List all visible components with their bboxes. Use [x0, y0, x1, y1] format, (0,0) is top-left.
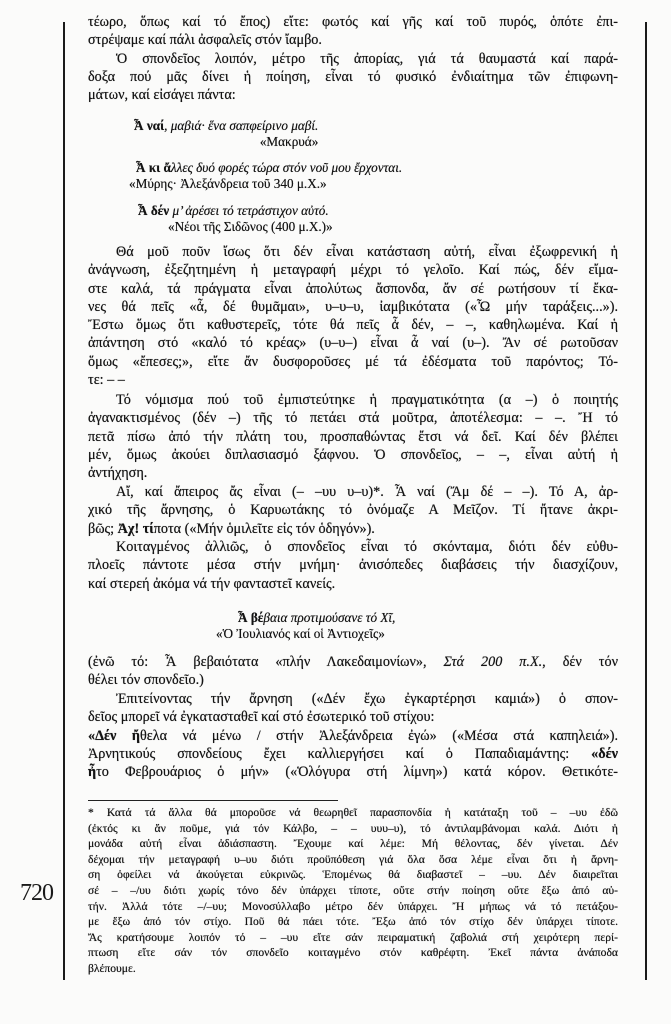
text-line	[216, 610, 395, 626]
text-line: νες θά πεῖς «ἆ, δέ θυμᾶμαι», υ–υ–υ, ἰαμβικότατα («Ὦ μήν ταράξεις...»).	[88, 298, 618, 315]
italic-text: , μαβιά· ἕνα σαπφείρινο μαβί.	[164, 118, 319, 133]
text-line: δεῖος μπορεῖ νά ἐγκατασταθεῖ καί στό ἐσωτερικό τοῦ στίχου:	[88, 709, 435, 726]
paragraph-tha-mou-poun	[88, 243, 618, 389]
bold-text: «δέν	[591, 745, 618, 762]
text-segment: ποτα («Μήν ὁμιλεῖτε εἰς τόν ὁδηγόν»).	[153, 520, 375, 537]
paragraph-eno-to	[88, 653, 618, 690]
quote-neoi-sidonos	[138, 203, 333, 235]
footnote-separator	[88, 800, 338, 801]
text-line: ἀπάντηση στό «καλό τό κρέας» (υ–υ–) εἶναι ἆ ναί (υ–). Ἄν σέ ρωτοῦσαν	[88, 335, 618, 352]
text-line: Τό νόμισμα πού τοῦ ἐμπιστεύτηκε ἡ πραγματικότητα (α –) ὁ ποιητής	[116, 392, 618, 408]
text-line: (ἐκτός κι ἄν ποῦμε, γιά τόν Κάλβο, – – υυυ–υ), τό ἀντιλαμβάνομαι καλά. Διότι ἡ	[88, 821, 618, 835]
text-line: πτωση εἴτε σάν τόν σπονδεῖο κοιταγμένο στόν καθρέφτη. Ἐκεῖ πάντα ἀνάποδα	[88, 946, 618, 960]
bold-text: Ἀχ! τί	[117, 520, 154, 537]
text-line: «Ὁ Ἰουλιανός καί οἱ Ἀντιοχεῖς»	[216, 626, 385, 641]
quote-makrya	[134, 118, 318, 150]
text-line: ἀνάγνωση, ἐξεζητημένη ἡ μεταγραφή μέχρι τό γελοῖο. Καί πώς, δέν εἴμα-	[88, 262, 618, 279]
paragraph-koitagmenos	[88, 538, 618, 593]
text-segment: θελα νά μένω / στήν Ἀλεξάνδρεια ἐγώ» («Μέσα στά καπηλειά»).	[139, 727, 619, 744]
text-line: «Μύρης· Ἀλεξάνδρεια τοῦ 340 μ.Χ.»	[129, 176, 327, 191]
text-line	[134, 118, 318, 134]
paragraph-nomisma	[88, 391, 618, 482]
text-line	[88, 745, 618, 763]
text-line: μάτων, καί εἰσάγει πάντα:	[88, 87, 236, 104]
text-line: θέλει τόν σπονδεῖο.)	[88, 672, 204, 689]
text-segment: βῶς;	[88, 520, 118, 537]
italic-text: βαια προτιμούσανε τό Χῖ,	[263, 610, 396, 625]
text-line: στε καλά, τά πράγματα εἶναι ἀπολύτως ἄσπονδα, ἄν σέ ρωτήσουν τί ἔκα-	[88, 280, 618, 297]
text-line: * Κατά τά ἄλλα θά μποροῦσε νά θεωρηθεῖ παρασπονδία ἡ κατάταξη τοῦ – –υυ ἐδῶ	[88, 806, 618, 819]
paragraph-ai	[88, 483, 618, 538]
paragraph-epiteinontas	[88, 690, 618, 781]
text-line: βλέπουμε.	[88, 961, 136, 975]
text-line: πλοεῖς πάντοτε μέσα στήν μνήμη· ἀνισόπεδες διαβάσεις τήν διασχίζουν,	[88, 557, 618, 574]
text-line: τε: – –	[88, 372, 125, 389]
text-line	[88, 763, 618, 781]
text-line: ὅμως «ἔπεσες;», εἴτε ἄν δυσφοροῦσες μέ τά ἐδέσματα τοῦ παρόντος; Τό-	[88, 353, 618, 370]
text-line: ἀντήχηση.	[88, 465, 148, 482]
text-segment: , δέν τόν	[542, 654, 618, 670]
text-line	[138, 203, 333, 219]
text-line: «Νέοι τῆς Σιδῶνος (400 μ.Χ.)»	[168, 219, 333, 234]
text-line: σέ – –/υυ διότι χωρίς τόνο δέν ὑπάρχει τίποτε, οὔτε στήν ποίηση οὔτε ἔξω ἀπό αὐ-	[88, 883, 618, 897]
text-line: ση ὀφείλει νά ἀκούγεται εὐκρινῶς. Ἑπομένως θά διαβαστεῖ – –υυ. Δέν διαιρεῖται	[88, 868, 618, 882]
italic-text: λλες δυό φορές τώρα στόν νοῦ μου ἔρχονται.	[170, 160, 403, 175]
text-line	[88, 653, 618, 671]
text-line: Θά μοῦ ποῦν ἴσως ὅτι δέν εἶναι κατάσταση αὐτή, εἶναι ἐξωφρενική ἡ	[116, 244, 618, 260]
text-line: Ἔστω ὅμως ὅτι καθυστερεῖς, τότε θά πεῖς ἆ δέν, – –, καθηλωμένα. Καί ἡ	[88, 317, 618, 334]
text-line: Ἐπιτείνοντας τήν ἄρνηση («Δέν ἔχω ἐγκαρτέρησι καμιά») ὁ σπον-	[116, 691, 618, 707]
bold-text: Ἆ ναί	[134, 118, 165, 133]
paragraph-intro	[88, 13, 618, 104]
text-line: Αἴ, καί ἄπειρος ἄς εἶναι (– –υυ υ–υ)*. Ἆ ναί (Ἄμ δέ – –). Τό Α, ἀρ-	[116, 484, 618, 500]
quote-myris	[129, 160, 402, 192]
text-line: χικό τῆς ἄρνησης, ὁ Καρυωτάκης τό ὀνόμαζε Α Μεῖζον. Τί ἤτανε ἀκρι-	[88, 502, 618, 519]
footnote	[88, 805, 618, 977]
text-line: τήν. Ἀλλά τότε –/–υυ; Μονοσύλλαβο μέτρο δέν ὑπάρχει. Ἤ μήπως νά τό πετάξου-	[88, 899, 618, 913]
page-number: 720	[20, 880, 53, 906]
bold-text: Ἆ κι ἄ	[136, 160, 171, 175]
bold-text: Ἆ δέν	[138, 203, 170, 218]
text-line: καί στερεή ἀκόμα νά τήν φανταστεῖ κανείς.	[88, 575, 336, 592]
text-segment: Ἀρνητικούς σπονδείους ἔχει καλλιεργήσει καί ὁ Παπαδιαμάντης:	[88, 745, 592, 762]
text-line: δέχομαι τήν μεταγραφή υ–υυ διότι προϋπόθεση γιά ὅλα ὅσα λέμε εἶναι ὅτι ἡ ἄρνη-	[88, 852, 618, 866]
bold-text: ἦ	[88, 764, 97, 781]
quote-ioulianos	[216, 610, 395, 642]
text-line: δοξα πού μᾶς δίνει ἡ ποίηση, εἶναι τό φυσικό ἐνδιαίτημα τῶν ἐπιφωνη-	[88, 68, 618, 85]
text-line: τέωρο, ὅπως καί τό ἔπος) εἴτε: φωτός καί γῆς καί τοῦ πυρός, ὁπότε ἐπι-	[88, 14, 618, 30]
text-line: μονάδα αὐτή εἶναι ἀδιάσπαστη. Ἔχουμε καί λέμε: Μή θέλοντας, δέν γίνεται. Δέν	[88, 837, 618, 851]
right-margin-rule	[645, 22, 647, 980]
text-line: Ἄς κρατήσουμε λοιπόν τό – –υυ εἴτε σάν πειραματική ζαβολιά στή χειρότερη περί-	[88, 930, 618, 944]
text-line	[129, 160, 402, 176]
italic-text: Στά 200 π.Χ.	[443, 654, 543, 670]
text-segment: το Φεβρουάριος ὁ μήν» («Ὁλόγυρα στή λίμνη») κατά κόρον. Θετικότε-	[96, 764, 618, 781]
text-segment: (ἐνῶ τό: Ἆ βεβαιότατα «πλήν Λακεδαιμονίων»,	[88, 654, 444, 670]
left-margin-rule	[63, 22, 65, 980]
text-line	[88, 520, 618, 538]
text-line: Ὁ σπονδεῖος λοιπόν, μέτρο τῆς ἀπορίας, γιά τά θαυμαστά καί παρά-	[116, 50, 618, 67]
text-line: μέν, ὅμως ἀκούει διπλασιασμό ξάφνου. Ὁ σπονδεῖος, – –, εἶναι αὐτή ἡ	[88, 446, 618, 463]
text-line	[88, 727, 618, 745]
text-line: στρέψαμε καί πάλι ἀσφαλεῖς στόν ἴαμβο.	[88, 32, 322, 49]
bold-text: «Δέν ἤ	[88, 727, 140, 744]
text-line: ἀγανακτισμένος (δέν –) τῆς τό πετάει στά μοῦτρα, ἀποτέλεσμα: – –. Ἤ τό	[88, 410, 618, 427]
bold-text: Ἆ βέ	[238, 610, 264, 625]
text-line: με ἔξω ἀπό τόν στίχο. Ποῦ θά πάει τότε. Ἔξω ἀπό τόν στίχο δέν ὑπάρχει τίποτε.	[88, 915, 618, 929]
italic-text: μ’ ἀρέσει τό τετράστιχον αὐτό.	[169, 203, 329, 218]
text-line: «Μακρυά»	[259, 134, 319, 149]
text-line: πετᾶ πίσω ἀπό τήν πλάτη του, προσπαθώντας ἔτσι νά δεῖ. Καί δέν βλέπει	[88, 428, 618, 445]
text-line: Κοιταγμένος ἀλλιῶς, ὁ σπονδεῖος εἶναι τό σκόνταμα, διότι δέν εὐθυ-	[116, 539, 618, 555]
